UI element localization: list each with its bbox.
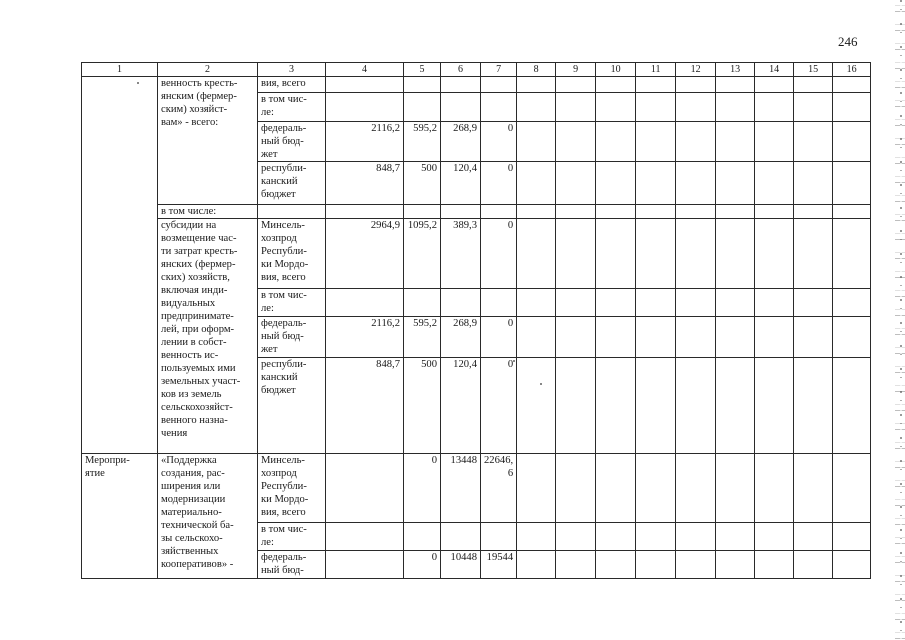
text-line: венного назна- xyxy=(161,415,228,426)
funding-source xyxy=(258,77,326,93)
value-cell xyxy=(481,77,517,93)
value-cell: 2116,2 xyxy=(326,317,404,358)
scan-speck xyxy=(137,82,139,84)
text-line: Минсель- xyxy=(261,455,305,466)
text-line: технической ба- xyxy=(161,520,234,531)
text-line: вия, всего xyxy=(261,78,306,89)
value-cell xyxy=(404,93,441,122)
scan-edge-artifact xyxy=(900,0,902,640)
scan-speck xyxy=(513,360,515,362)
value-cell: 500 xyxy=(404,162,441,205)
text-line: лении в собст- xyxy=(161,337,227,348)
col-header: 5 xyxy=(404,63,441,77)
text-line: в том чис- xyxy=(261,94,307,105)
text-line: ским) хозяйст- xyxy=(161,104,228,115)
text-line: ятие xyxy=(85,468,105,479)
text-line: сельскохозяйст- xyxy=(161,402,233,413)
text-line: ки Мордо- xyxy=(261,259,309,270)
text-line: янским (фермер- xyxy=(161,91,237,102)
text-line: в том числе: xyxy=(161,206,217,217)
value-cell xyxy=(326,93,404,122)
col-header: 1 xyxy=(82,63,158,77)
value-cell xyxy=(326,551,404,579)
value-cell: 0 xyxy=(404,551,441,579)
value-cell xyxy=(326,523,404,551)
col-header: 16 xyxy=(833,63,871,77)
text-line: видуальных xyxy=(161,298,216,309)
value-cell: 2116,2 xyxy=(326,122,404,162)
text-line: чения xyxy=(161,428,188,439)
table-row xyxy=(82,77,871,93)
value-cell xyxy=(404,77,441,93)
value-cell: 0 xyxy=(481,317,517,358)
event-type xyxy=(82,454,158,579)
col-header: 8 xyxy=(517,63,556,77)
col-header: 10 xyxy=(596,63,636,77)
text-line: ный бюд- xyxy=(261,136,304,147)
text-line: зы сельскохо- xyxy=(161,533,223,544)
text-line: ле: xyxy=(261,107,274,118)
value-cell: 0 xyxy=(481,358,517,454)
text-line: материально- xyxy=(161,507,222,518)
scan-speck xyxy=(540,383,542,385)
text-line: вия, всего xyxy=(261,507,306,518)
text-line: жет xyxy=(261,344,278,355)
text-line: республи- xyxy=(261,163,307,174)
value-cell: 500 xyxy=(404,358,441,454)
funding-source xyxy=(258,358,326,454)
value-cell: 120,4 xyxy=(441,162,481,205)
value-cell xyxy=(441,77,481,93)
text-line: зяйственных xyxy=(161,546,219,557)
col-header: 12 xyxy=(676,63,716,77)
value-cell xyxy=(481,93,517,122)
text-line: вия, всего xyxy=(261,272,306,283)
value-cell: 848,7 xyxy=(326,162,404,205)
text-line: канский xyxy=(261,176,298,187)
value-cell: 0 xyxy=(481,219,517,289)
text-line: федераль- xyxy=(261,318,307,329)
funding-source xyxy=(258,122,326,162)
value-cell xyxy=(404,523,441,551)
col-header: 14 xyxy=(755,63,794,77)
funding-source xyxy=(258,162,326,205)
text-line: венность кресть- xyxy=(161,78,238,89)
table-row xyxy=(82,205,871,219)
value-cell: 0 xyxy=(404,454,441,523)
col-header: 4 xyxy=(326,63,404,77)
value-cell xyxy=(441,289,481,317)
text-line: венность ис- xyxy=(161,350,219,361)
value-cell: 0 xyxy=(481,122,517,162)
text-line: в том чис- xyxy=(261,524,307,535)
text-line: ле: xyxy=(261,303,274,314)
text-line: ков из земель xyxy=(161,389,222,400)
text-line: земельных участ- xyxy=(161,376,241,387)
text-line: 6 xyxy=(507,468,514,479)
text-line: ле: xyxy=(261,537,274,548)
text-line: хозпрод xyxy=(261,233,297,244)
text-line: янских (фермер- xyxy=(161,259,236,270)
col-header: 9 xyxy=(556,63,596,77)
col-header: 6 xyxy=(441,63,481,77)
value-cell xyxy=(404,289,441,317)
col-header: 2 xyxy=(158,63,258,77)
value-cell xyxy=(441,523,481,551)
text-line: пользуемых ими xyxy=(161,363,236,374)
text-line: в том чис- xyxy=(261,290,307,301)
value-cell: 595,2 xyxy=(404,122,441,162)
text-line: жет xyxy=(261,149,278,160)
funding-source xyxy=(258,454,326,523)
funding-source xyxy=(258,219,326,289)
text-line: ширения или xyxy=(161,481,221,492)
text-line: создания, рас- xyxy=(161,468,225,479)
value-cell: 389,3 xyxy=(441,219,481,289)
event-description xyxy=(158,454,258,579)
value-cell xyxy=(481,523,517,551)
event-cell xyxy=(82,77,158,454)
value-cell: 1095,2 xyxy=(404,219,441,289)
text-line: возмещение час- xyxy=(161,233,237,244)
value-cell xyxy=(481,289,517,317)
text-line: федераль- xyxy=(261,552,307,563)
value-cell: 19544 xyxy=(481,551,517,579)
page-number: 246 xyxy=(838,34,858,49)
column-numbers-row xyxy=(82,63,871,77)
text-line: кооперативов» - xyxy=(161,559,234,570)
section-label xyxy=(158,205,258,219)
table-row xyxy=(82,454,871,523)
text-line: включая инди- xyxy=(161,285,228,296)
text-line: предпринимате- xyxy=(161,311,234,322)
col-header: 7 xyxy=(481,63,517,77)
value-cell: 268,9 xyxy=(441,122,481,162)
text-line: субсидии на xyxy=(161,220,217,231)
value-cell: 268,9 xyxy=(441,317,481,358)
text-line: лей, при оформ- xyxy=(161,324,235,335)
funding-source xyxy=(258,317,326,358)
text-line: хозпрод xyxy=(261,468,297,479)
text-line: вам» - всего: xyxy=(161,117,219,128)
value-cell xyxy=(326,289,404,317)
text-line: федераль- xyxy=(261,123,307,134)
text-line: Меропри- xyxy=(85,455,130,466)
text-line: канский xyxy=(261,372,298,383)
text-line: ских) хозяйств, xyxy=(161,272,230,283)
text-line: ки Мордо- xyxy=(261,494,309,505)
col-header: 15 xyxy=(794,63,833,77)
text-line: Минсель- xyxy=(261,220,305,231)
funding-source xyxy=(258,551,326,579)
value-cell xyxy=(326,454,404,523)
funding-source xyxy=(258,93,326,122)
text-line: модернизации xyxy=(161,494,226,505)
funding-source xyxy=(258,523,326,551)
budget-table xyxy=(81,62,871,579)
value-cell: 13448 xyxy=(441,454,481,523)
text-line: республи- xyxy=(261,359,307,370)
text-line: 22646, xyxy=(484,455,514,466)
funding-source xyxy=(258,289,326,317)
value-cell xyxy=(441,93,481,122)
value-cell xyxy=(481,454,517,523)
col-header: 13 xyxy=(716,63,755,77)
text-line: Республи- xyxy=(261,481,307,492)
col-header: 11 xyxy=(636,63,676,77)
value-cell: 2964,9 xyxy=(326,219,404,289)
text-line: бюджет xyxy=(261,385,296,396)
value-cell xyxy=(326,77,404,93)
col-header: 3 xyxy=(258,63,326,77)
value-cell: 10448 xyxy=(441,551,481,579)
value-cell: 0 xyxy=(481,162,517,205)
table-row xyxy=(82,219,871,289)
text-line: ный бюд- xyxy=(261,331,304,342)
value-cell: 848,7 xyxy=(326,358,404,454)
value-cell: 120,4 xyxy=(441,358,481,454)
event-description xyxy=(158,219,258,454)
value-cell: 595,2 xyxy=(404,317,441,358)
event-description xyxy=(158,77,258,205)
text-line: ти затрат кресть- xyxy=(161,246,238,257)
text-line: Республи- xyxy=(261,246,307,257)
text-line: ный бюд- xyxy=(261,565,304,576)
text-line: бюджет xyxy=(261,189,296,200)
text-line: «Поддержка xyxy=(161,455,217,466)
